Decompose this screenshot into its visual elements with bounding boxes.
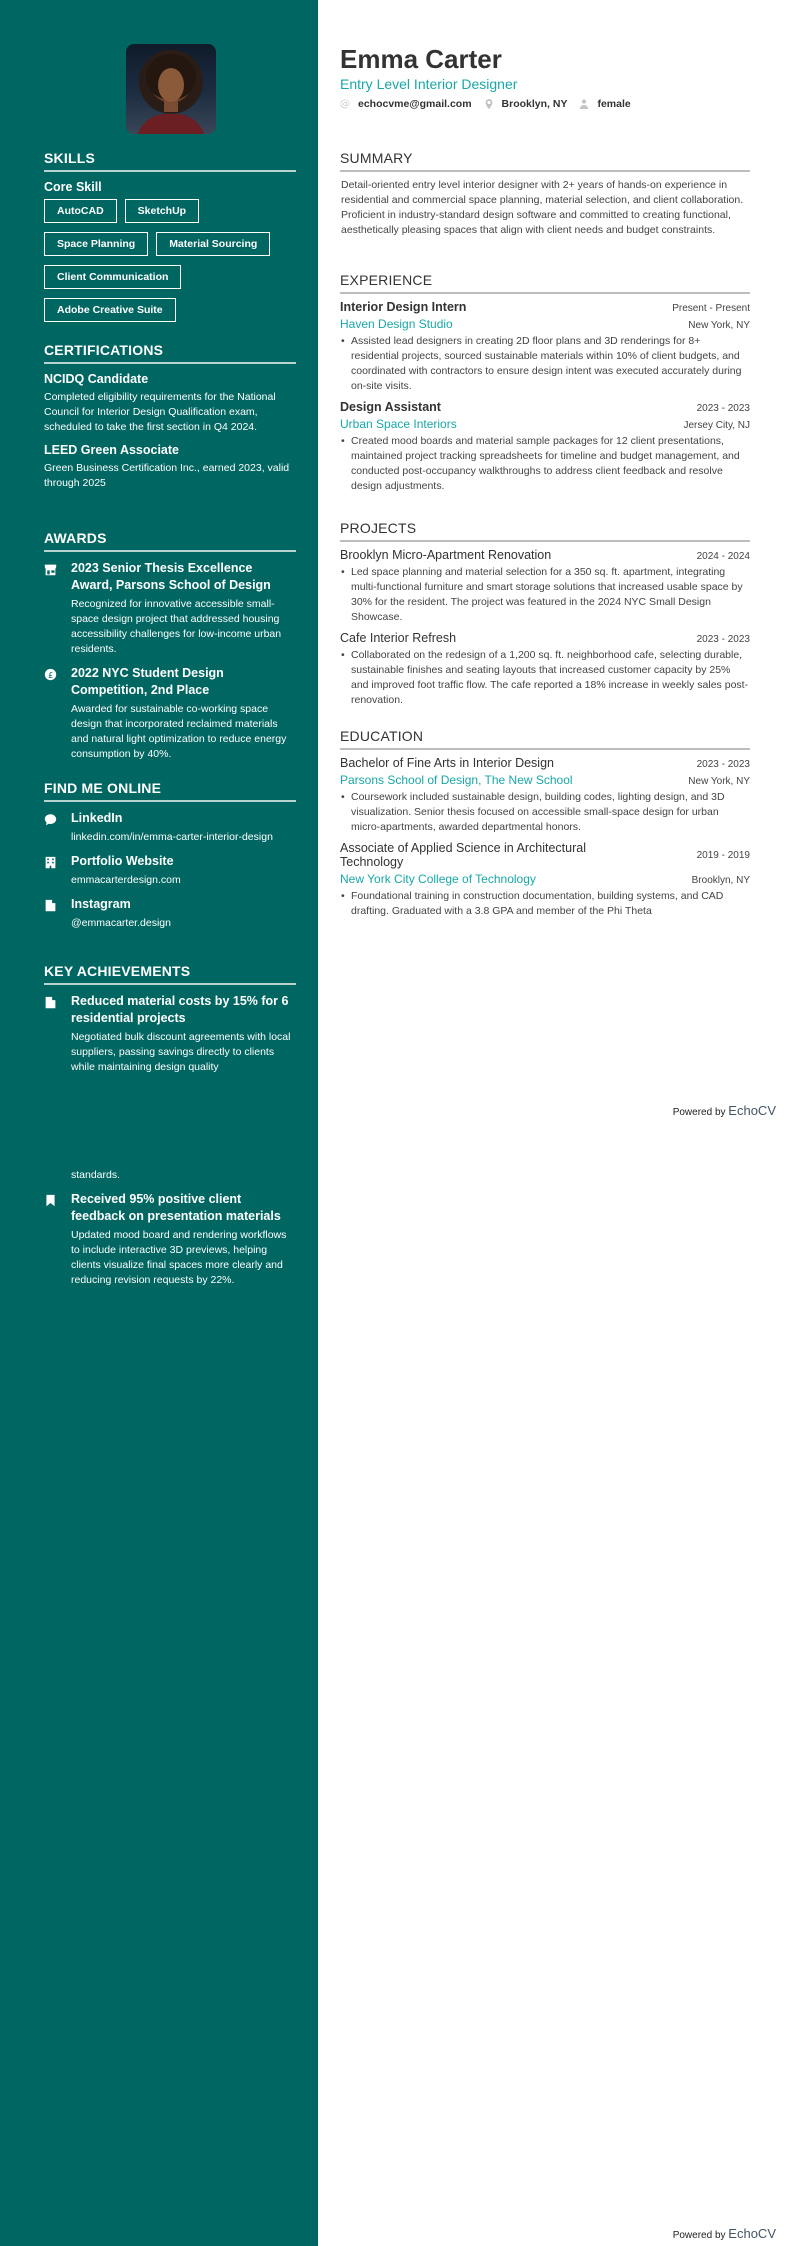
online-link[interactable]: linkedin.com/in/emma-carter-interior-design [71,831,273,843]
education-section [340,728,750,919]
building-icon [44,853,71,888]
file-icon [44,993,71,1075]
summary-section [340,150,750,238]
job-bullet: • Created mood boards and material sample packages for 12 client presentations, maintained project tracking spreadsheets for timeline and budget management, and conducted post-occupancy walkthroughs to address client feedback and resolve design adjustments. [340,434,750,494]
edu-location: New York, NY [688,776,750,787]
pound-coin-icon [44,665,71,762]
award-item [44,560,296,657]
section-title: AWARDS [44,530,296,552]
edu-date: 2023 - 2023 [696,759,750,770]
company-name: Haven Design Studio [340,317,453,331]
project-bullet: • Led space planning and material selection for a 350 sq. ft. apartment, integrating multi-functional furniture and smart storage solutions that increased usable space by 30% for the resident. The project was featured in the 2024 NYC Small Design Showcase. [340,565,750,625]
job-date: Present - Present [672,303,750,314]
edu-bullet: • Coursework included sustainable design, building codes, lighting design, and 3D visualization. Senior thesis focused on accessible small-space design for urban micro-apartments, awarded departmental honors. [340,790,750,835]
job-bullet: • Assisted lead designers in creating 2D floor plans and 3D renderings for 8+ residential projects, sourced sustainable materials within 10% of client budgets, and coordinated with contractors to ensure design intent was executed accurately during on-site visits. [340,334,750,394]
powered-by-footer: Powered by EchoCV [672,1103,776,1118]
achievement-continued [44,1165,296,1183]
candidate-role: Entry Level Interior Designer [340,76,518,92]
sidebar [0,0,318,2246]
job-title: Interior Design Intern [340,300,467,314]
achievement-desc: Negotiated bulk discount agreements with local suppliers, passing savings directly to clients while maintaining design quality [71,1031,291,1073]
degree-title: Bachelor of Fine Arts in Interior Design [340,756,554,770]
achievement-item [44,1191,296,1288]
online-link[interactable]: @emmacarter.design [71,917,171,929]
awards-section [44,530,296,762]
section-title: KEY ACHIEVEMENTS [44,963,296,985]
experience-entry [340,300,750,394]
map-pin-icon [484,99,494,109]
project-date: 2024 - 2024 [696,551,750,562]
person-icon [579,99,589,109]
projects-section [340,520,750,708]
online-section [44,780,296,931]
project-title: Cafe Interior Refresh [340,631,457,645]
certifications-section [44,342,296,491]
powered-by-footer: Powered by EchoCV [672,2226,776,2241]
contact-row [340,98,643,110]
online-title: LinkedIn [71,811,123,825]
achievement-title: Reduced material costs by 15% for 6 residential projects [71,994,289,1025]
section-title: EXPERIENCE [340,272,750,294]
project-date: 2023 - 2023 [696,634,750,645]
skill-chip: Client Communication [44,265,181,289]
project-bullet: • Collaborated on the redesign of a 1,200 sq. ft. neighborhood cafe, selecting durable, sustainable finishes and seating layouts that increased customer capacity by 25% and improved foot traffic flow. The cafe reported a 18% increase in weekly sales post-renovation. [340,648,750,708]
education-entry [340,756,750,835]
skill-chip: SketchUp [125,199,199,223]
section-title: FIND ME ONLINE [44,780,296,802]
section-title: CERTIFICATIONS [44,342,296,364]
chat-bubble-icon [44,810,71,845]
cert-name: LEED Green Associate [44,443,180,457]
online-title: Instagram [71,897,131,911]
experience-section [340,272,750,494]
award-title: 2023 Senior Thesis Excellence Award, Parsons School of Design [71,561,271,592]
cert-name: NCIDQ Candidate [44,372,149,386]
edu-location: Brooklyn, NY [691,875,750,886]
section-title: PROJECTS [340,520,750,542]
award-title: 2022 NYC Student Design Competition, 2nd Place [71,666,224,697]
edu-date: 2019 - 2019 [696,849,750,861]
project-entry [340,631,750,708]
svg-text:£: £ [48,669,54,680]
skill-chips [44,199,296,322]
bookmark-icon [44,1191,71,1288]
skills-section [44,150,296,322]
cert-desc: Completed eligibility requirements for the National Council for Interior Design Qualification exam, scheduled to take the first section in Q4 2024. [44,391,276,433]
achievement-desc-cont: standards. [71,1169,121,1181]
degree-title: Associate of Applied Science in Architectural Technology [340,841,586,869]
achievements-section [44,963,296,1075]
skill-chip: Space Planning [44,232,148,256]
project-entry [340,548,750,625]
skill-group-label: Core Skill [44,180,102,194]
avatar [126,44,216,134]
job-title: Design Assistant [340,400,441,414]
job-date: 2023 - 2023 [696,403,750,414]
store-icon [44,560,71,657]
job-location: Jersey City, NJ [683,420,750,431]
section-title: SUMMARY [340,150,750,172]
school-name: Parsons School of Design, The New School [340,773,573,787]
section-title: SKILLS [44,150,296,172]
online-item-portfolio[interactable] [44,853,296,888]
contact-location: Brooklyn, NY [484,98,568,110]
at-icon [340,99,350,109]
echocv-link[interactable]: EchoCV [728,2226,776,2241]
achievement-title: Received 95% positive client feedback on presentation materials [71,1192,281,1223]
achievement-desc: Updated mood board and rendering workflows to include interactive 3D previews, helping clients visualize final spaces more clearly and reducing revision requests by 22%. [71,1229,287,1286]
contact-gender: female [579,98,630,110]
project-title: Brooklyn Micro-Apartment Renovation [340,548,552,562]
online-item-instagram[interactable] [44,896,296,931]
candidate-name: Emma Carter [340,44,502,74]
online-link[interactable]: emmacarterdesign.com [71,874,181,886]
echocv-link[interactable]: EchoCV [728,1103,776,1118]
award-item [44,665,296,762]
education-entry [340,841,750,919]
company-name: Urban Space Interiors [340,417,457,431]
online-title: Portfolio Website [71,854,174,868]
edu-bullet: • Foundational training in construction documentation, building systems, and CAD drafting. Graduated with a 3.8 GPA and member of the Phi Theta [340,889,750,919]
online-item-linkedin[interactable] [44,810,296,845]
experience-entry [340,400,750,494]
skill-chip: AutoCAD [44,199,117,223]
achievements-continued [44,1165,296,1288]
cert-desc: Green Business Certification Inc., earned 2023, valid through 2025 [44,462,290,489]
job-location: New York, NY [688,320,750,331]
award-desc: Recognized for innovative accessible small-space design project that addressed housing accessibility challenges for low-income urban residents. [71,598,282,655]
section-title: EDUCATION [340,728,750,750]
contact-email[interactable]: echocvme@gmail.com [340,98,472,110]
file-icon [44,896,71,931]
skill-chip: Material Sourcing [156,232,270,256]
skill-chip: Adobe Creative Suite [44,298,176,322]
award-desc: Awarded for sustainable co-working space design that incorporated reclaimed materials and natural light optimization to reduce energy consumption by 40%. [71,703,287,760]
school-name: New York City College of Technology [340,872,536,886]
achievement-item [44,993,296,1075]
main-content [318,0,794,2246]
summary-text: Detail-oriented entry level interior designer with 2+ years of hands-on experience in residential and commercial space planning, material selection, and client collaboration. Proficient in industry-standard design software and committed to creating functional, aesthetically pleasing spaces that align with client needs and budget constraints. [341,179,744,236]
